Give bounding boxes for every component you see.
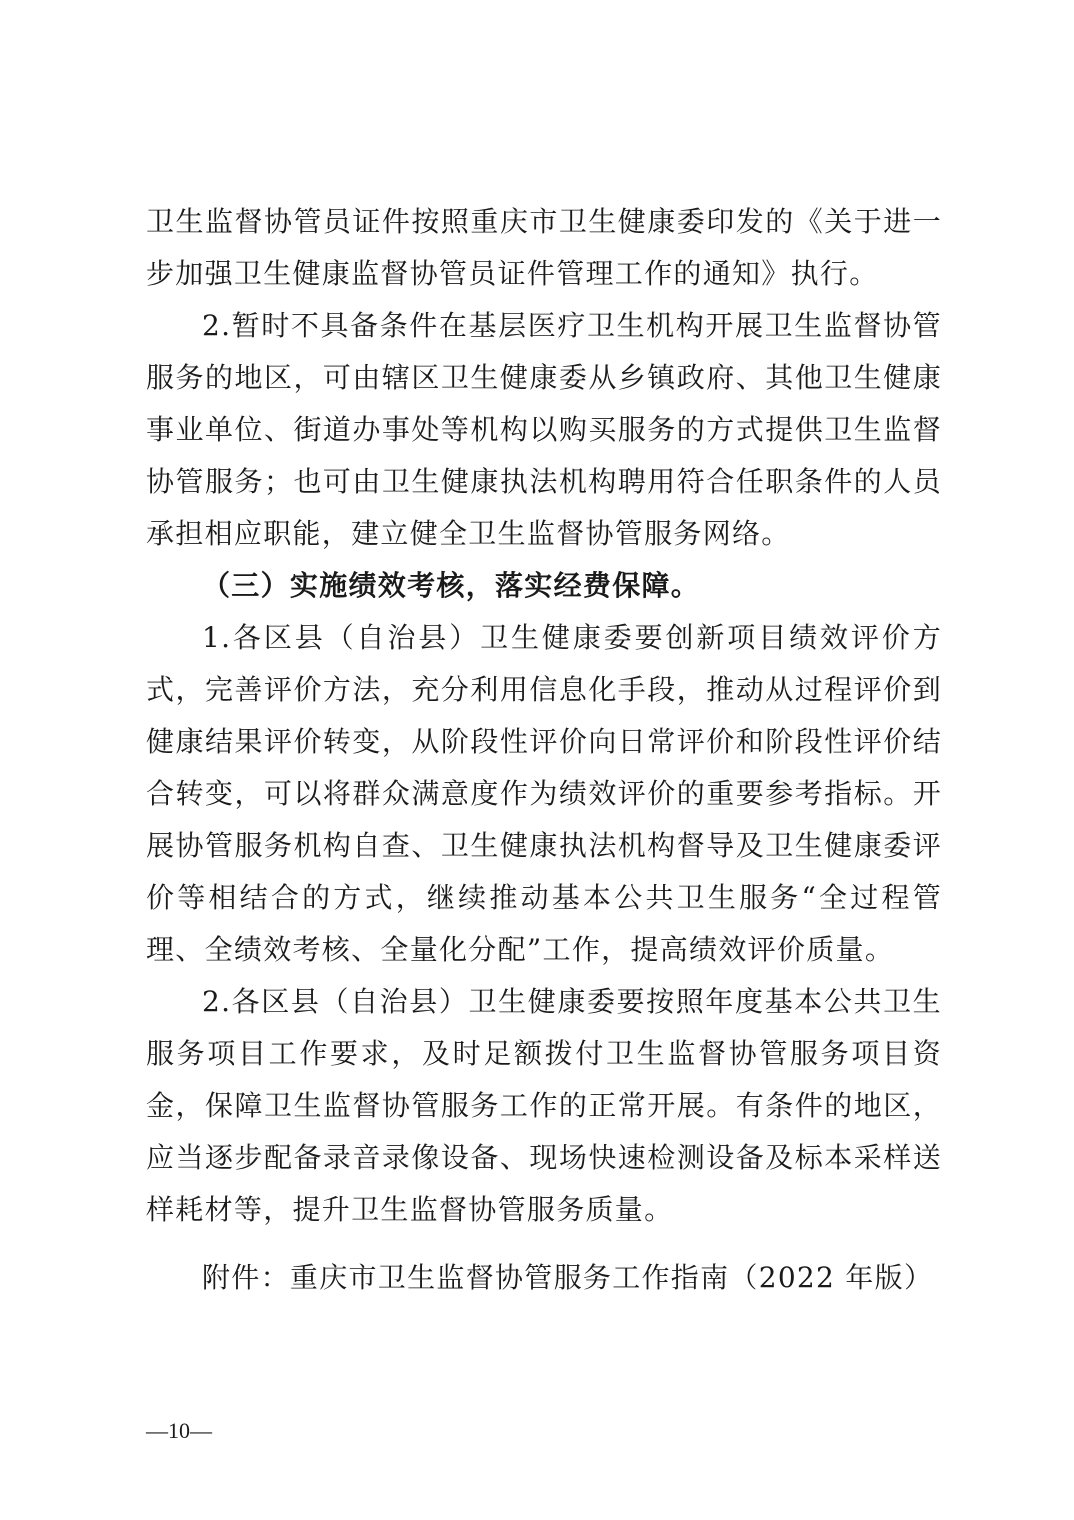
section-heading-performance-funding: （三）实施绩效考核，落实经费保障。 xyxy=(202,569,701,602)
document-body xyxy=(146,196,942,1236)
attachment-line: 附件：重庆市卫生监督协管服务工作指南（2022 年版） xyxy=(202,1261,934,1294)
page-number: —10— xyxy=(146,1418,212,1443)
paragraph-item-1-performance-evaluation: 1.各区县（自治县）卫生健康委要创新项目绩效评价方式，完善评价方法，充分利用信息化手段，推动从过程评价到健康结果评价转变，从阶段性评价向日常评价和阶段性评价结合转变，可以将群众满意度作为绩效评价的重要参考指标。开展协管服务机构自查、卫生健康执法机构督导及卫生健康委评价等相结合的方式，继续推动基本公共卫生服务“全过程管理、全绩效考核、全量化分配”工作，提高绩效评价质量。 xyxy=(146,621,942,966)
paragraph-item-2-funding-guarantee: 2.各区县（自治县）卫生健康委要按照年度基本公共卫生服务项目工作要求，及时足额拨付卫生监督协管服务项目资金，保障卫生监督协管服务工作的正常开展。有条件的地区，应当逐步配备录音录像设备、现场快速检测设备及标本采样送样耗材等，提升卫生监督协管服务质量。 xyxy=(146,985,942,1226)
paragraph-continuation: 卫生监督协管员证件按照重庆市卫生健康委印发的《关于进一步加强卫生健康监督协管员证件管理工作的通知》执行。 xyxy=(146,205,942,290)
paragraph-item-2-service-network: 2.暂时不具备条件在基层医疗卫生机构开展卫生监督协管服务的地区，可由辖区卫生健康委从乡镇政府、其他卫生健康事业单位、街道办事处等机构以购买服务的方式提供卫生监督协管服务；也可由卫生健康执法机构聘用符合任职条件的人员承担相应职能，建立健全卫生监督协管服务网络。 xyxy=(146,309,942,550)
